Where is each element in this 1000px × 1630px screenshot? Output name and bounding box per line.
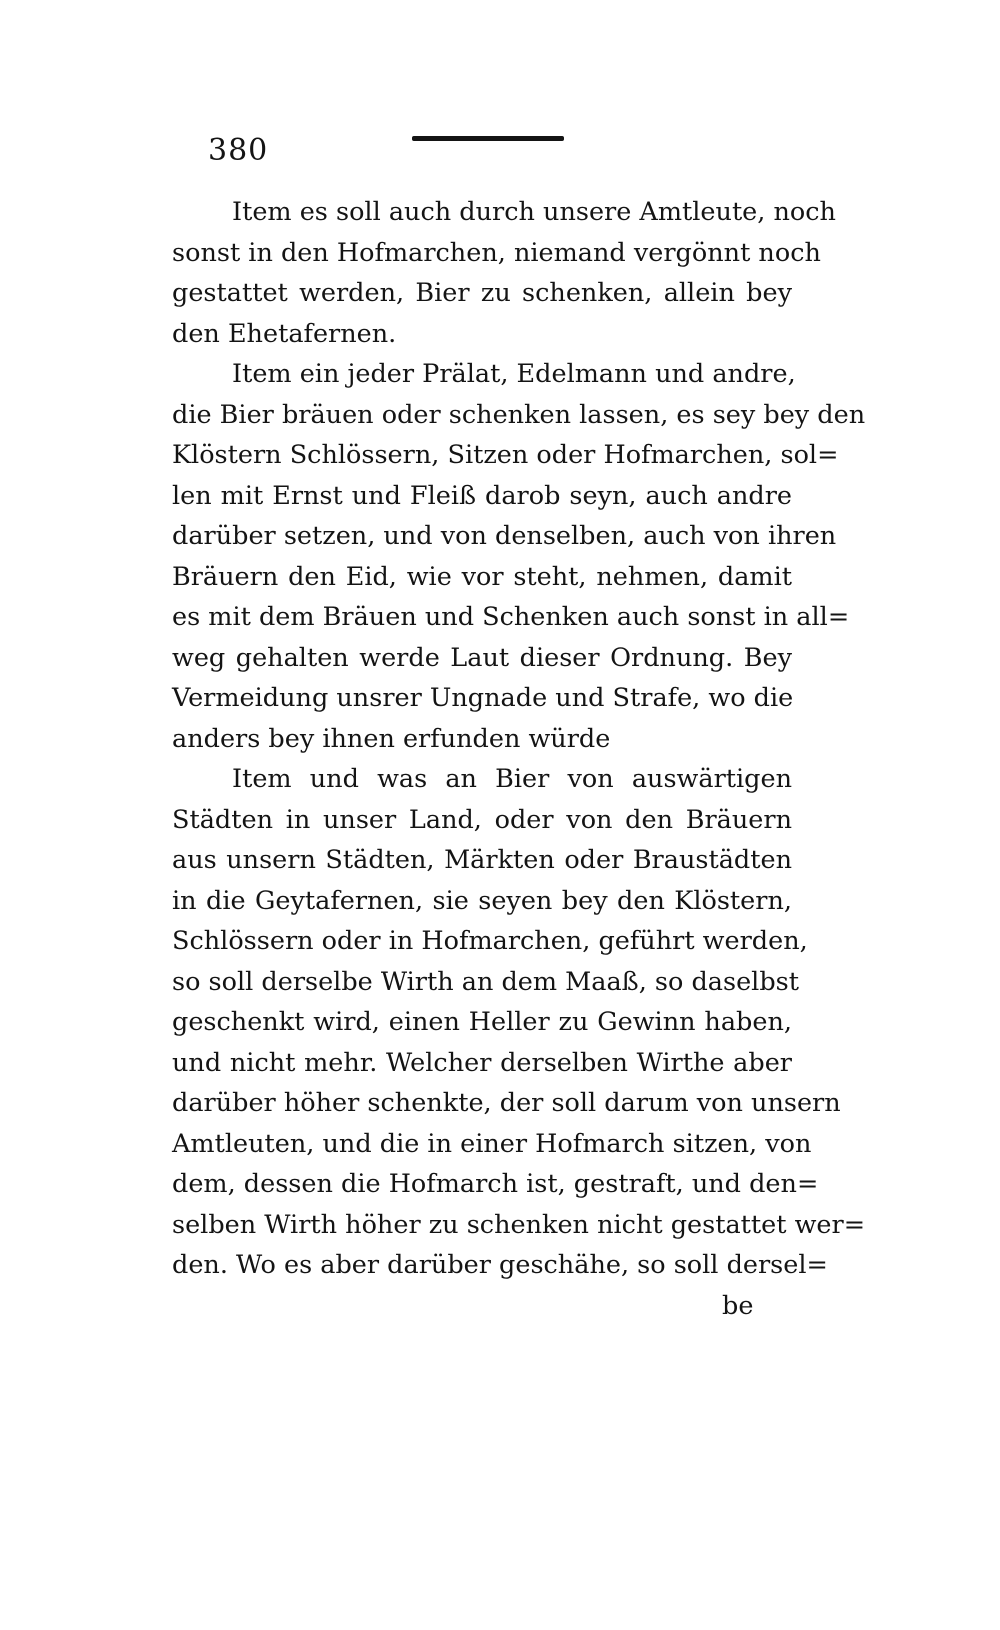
text-line: Schlössern oder in Hofmarchen, geführt werden, — [172, 926, 808, 956]
text-line: gestattet werden, Bier zu schenken, allein bey — [172, 278, 792, 308]
text-line: Bräuern den Eid, wie vor steht, nehmen, damit — [172, 561, 792, 592]
text-line: sonst in den Hofmarchen, niemand vergönnt noch — [172, 237, 821, 268]
body-text — [172, 192, 866, 1286]
text-line: aus unsern Städten, Märkten oder Braustädten — [172, 845, 792, 875]
paragraph — [172, 354, 866, 759]
text-line: Klöstern Schlössern, Sitzen oder Hofmarchen, sol= — [172, 440, 839, 470]
page-number: 380 — [208, 133, 269, 168]
text-line: darüber höher schenkte, der soll darum von unsern — [172, 1088, 841, 1118]
text-line: es mit dem Bräuen und Schenken auch sonst in all= — [172, 602, 850, 632]
text-line: die Bier bräuen oder schenken lassen, es sey bey den — [172, 399, 866, 430]
text-line: Vermeidung unsrer Ungnade und Strafe, wo die — [172, 683, 794, 713]
text-line: Amtleuten, und die in einer Hofmarch sitzen, von — [172, 1128, 812, 1159]
paragraph — [172, 192, 836, 354]
text-line: weg gehalten werde Laut dieser Ordnung. Bey — [172, 642, 792, 673]
text-line: darüber setzen, und von denselben, auch von ihren — [172, 521, 837, 551]
header-rule — [412, 136, 564, 141]
text-line: den. Wo es aber darüber geschähe, so soll dersel= — [172, 1250, 828, 1280]
text-line: Item es soll auch durch unsere Amtleute, noch — [232, 197, 836, 227]
text-line: dem, dessen die Hofmarch ist, gestraft, und den= — [172, 1169, 819, 1199]
text-line: den Ehetafernen. — [172, 318, 397, 349]
text-line: selben Wirth höher zu schenken nicht gestattet wer= — [172, 1209, 866, 1240]
text-line: len mit Ernst und Fleiß darob seyn, auch andre — [172, 480, 792, 511]
text-line: geschenkt wird, einen Heller zu Gewinn haben, — [172, 1007, 792, 1037]
catchword: be — [722, 1291, 754, 1321]
text-line: Städten in unser Land, oder von den Bräuern — [172, 804, 792, 835]
text-line: so soll derselbe Wirth an dem Maaß, so daselbst — [172, 966, 799, 997]
text-line: anders bey ihnen erfunden würde — [172, 723, 611, 754]
text-line: Item ein jeder Prälat, Edelmann und andre, — [232, 359, 796, 389]
text-line: und nicht mehr. Welcher derselben Wirthe aber — [172, 1047, 792, 1078]
paragraph — [172, 759, 866, 1286]
text-line: in die Geytafernen, sie seyen bey den Klöstern, — [172, 885, 792, 916]
text-line: Item und was an Bier von auswärtigen — [232, 764, 792, 794]
